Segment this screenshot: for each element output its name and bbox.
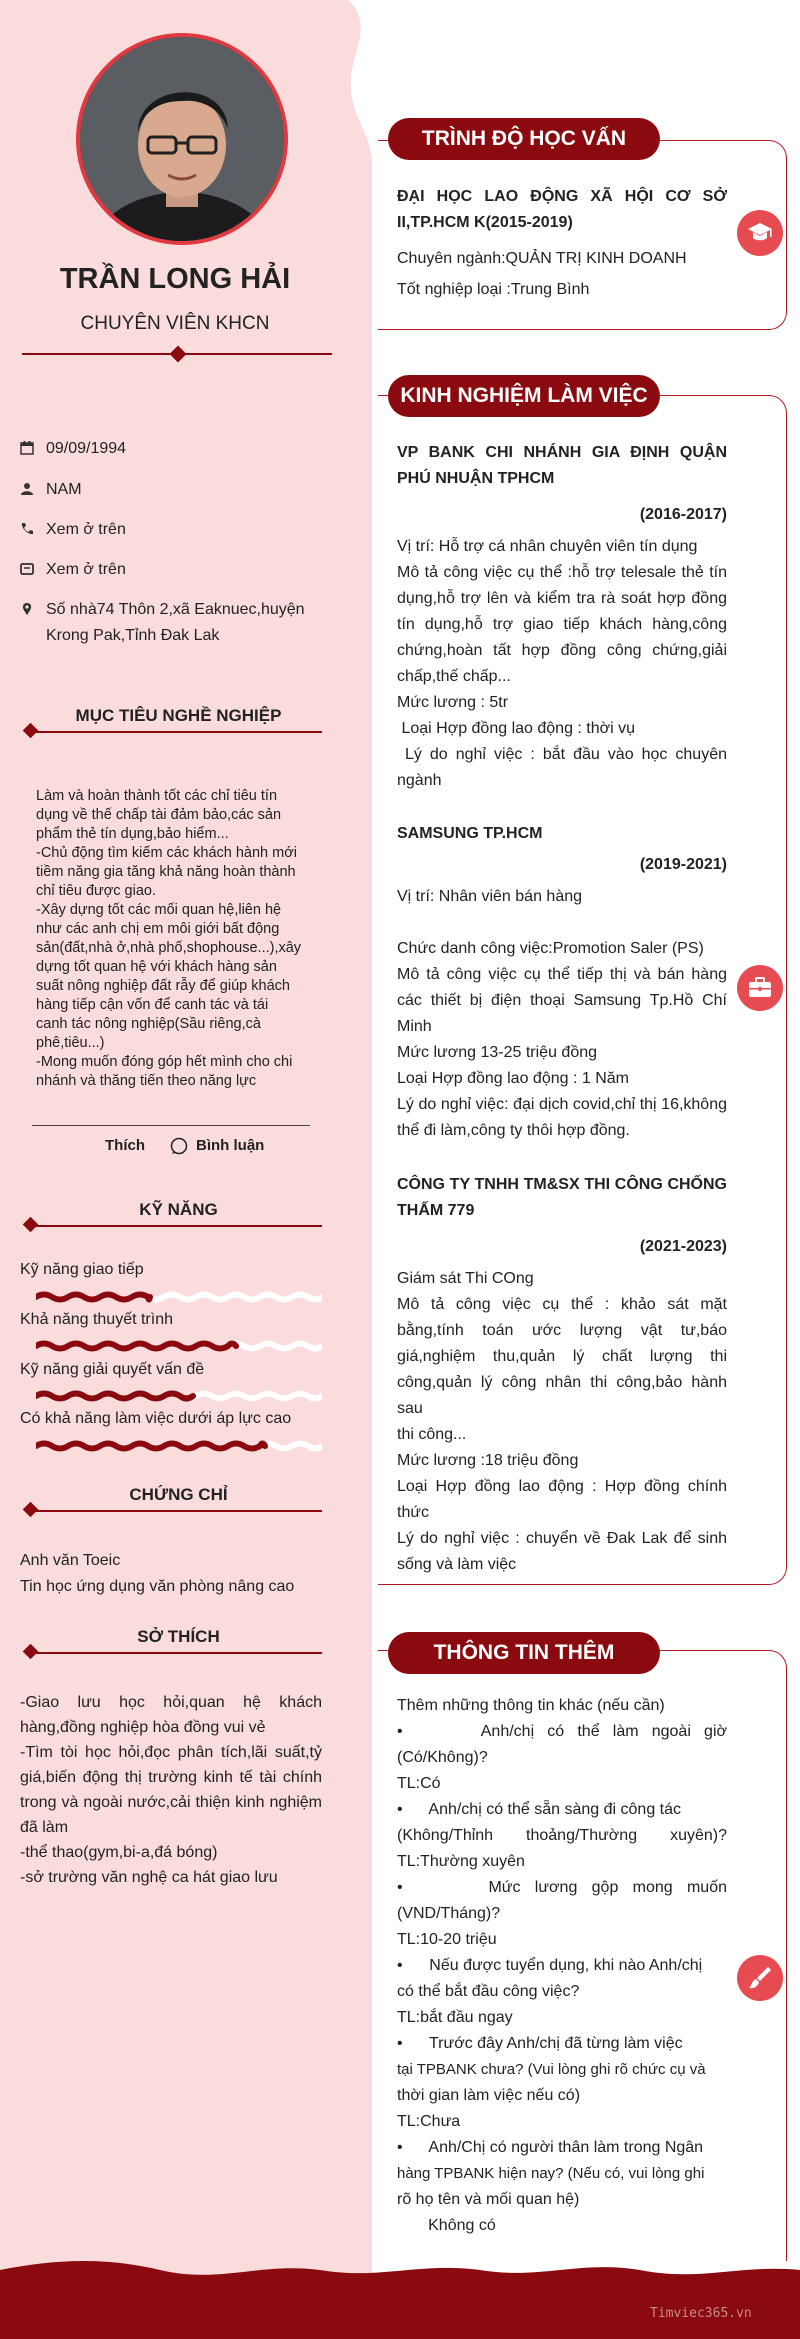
location-icon — [20, 602, 34, 616]
job-1-details: Vị trí: Hỗ trợ cá nhân chuyên viên tín dụng Mô tả công việc cụ thể :hỗ trợ telesale thẻ tín dụng,hỗ trợ lên và kiểm tra rà soát hợp đồng tín dụng,hỗ trợ giao tiếp khách hàng,công chứng,hoàn tất hợp đồng công chứng,giải chấp,thế chấp... Mức lương : 5tr Loại Hợp đồng lao động : thời vụ Lý do nghỉ việc : bắt đầu vào học chuyên ngành — [397, 538, 727, 789]
job-1-company: VP BANK CHI NHÁNH GIA ĐỊNH QUẬN PHÚ NHUẬN TPHCM — [397, 444, 727, 487]
education-title: TRÌNH ĐỘ HỌC VẤN — [388, 118, 660, 160]
skill-4-bar — [36, 1440, 322, 1452]
skill-3-label: Kỹ năng giải quyết vấn đề — [20, 1361, 205, 1378]
calendar-icon — [20, 441, 34, 455]
certificates-line — [35, 1510, 322, 1512]
person-icon — [20, 482, 34, 496]
sidebar-background — [0, 0, 372, 2339]
phone-icon — [20, 522, 34, 536]
contact-birthdate-text: 09/09/1994 — [46, 440, 127, 457]
footer-wave — [0, 2258, 800, 2339]
job-3-company: CÔNG TY TNHH TM&SX THI CÔNG CHỐNG THẤM 779 — [397, 1176, 727, 1219]
brush-icon — [737, 1955, 783, 2001]
education-major: Chuyên ngành:QUẢN TRỊ KINH DOANH — [397, 250, 687, 267]
contact-gender-text: NAM — [46, 481, 82, 498]
hobbies-text: -Giao lưu học hỏi,quan hệ khách hàng,đồng nghiệp hòa đồng vui vẻ -Tìm tòi học hỏi,đọc phân tích,lãi suất,tỷ giá,biến động thị trường kinh tế tài chính trong và ngoài nước,cải thiện kinh nghiệm đã làm -thể thao(gym,bi-a,đá bóng) -sở trường văn nghệ ca hát giao lưu — [20, 1694, 322, 1886]
certificate-1: Anh văn Toeic — [20, 1552, 121, 1569]
candidate-name: TRẦN LONG HẢI — [59, 263, 291, 295]
skill-bar-fill — [36, 1444, 265, 1449]
hobbies-title: SỞ THÍCH — [137, 1627, 220, 1646]
skills-title: KỸ NĂNG — [139, 1200, 218, 1219]
comment-button[interactable]: Bình luận — [196, 1137, 265, 1154]
job-2-details: Vị trí: Nhân viên bán hàng Chức danh công việc:Promotion Saler (PS) Mô tả công việc cụ thể tiếp thị và bán hàng các thiết bị điện thoại Samsung Tp.Hồ Chí Minh Mức lương 13-25 triệu đồng Loại Hợp đồng lao động : 1 Năm Lý do nghỉ việc: đại dịch covid,chỉ thị 16,không thể đi làm,công ty thôi hợp đồng. — [397, 888, 727, 1139]
education-grade: Tốt nghiệp loại :Trung Bình — [397, 281, 590, 298]
skill-1-bar — [36, 1291, 322, 1303]
email-icon — [20, 562, 34, 576]
skill-bar-fill — [36, 1295, 150, 1300]
certificates-header — [15, 1485, 322, 1515]
skill-2-label: Khả năng thuyết trình — [20, 1311, 173, 1328]
skill-2-bar — [36, 1340, 322, 1352]
contact-email-text: Xem ở trên — [46, 561, 126, 578]
objective-title: MỤC TIÊU NGHỀ NGHIỆP — [75, 706, 282, 725]
job-2-period: (2019-2021) — [639, 856, 727, 873]
job-3-details: Giám sát Thi COng Mô tả công việc cụ thể : khảo sát mặt bằng,tính toán ước lượng vật tư,báo giá,nghiệm thu,quản lý chất lượng thi công,quản lý công nhân thi công,bảo hành sau thi công... Mức lương :18 triệu đồng Loại Hợp đồng lao động : Hợp đồng chính thức Lý do nghỉ việc : chuyển về Đak Lak để sinh sống và làm việc — [397, 1270, 727, 1573]
briefcase-icon — [737, 965, 783, 1011]
objective-header — [15, 706, 322, 736]
skills-header — [15, 1200, 322, 1230]
comment-icon — [170, 1137, 188, 1155]
job-2-company: SAMSUNG TP.HCM — [397, 825, 543, 842]
hobbies-header — [15, 1627, 322, 1657]
skill-3-bar — [36, 1390, 322, 1402]
skill-bar-fill — [36, 1344, 236, 1349]
objective-line — [35, 731, 322, 733]
contact-phone-text: Xem ở trên — [46, 521, 126, 538]
contact-address-text: Số nhà74 Thôn 2,xã Eaknuec,huyện Krong Pak,Tỉnh Đak Lak — [46, 601, 305, 644]
like-button[interactable]: Thích — [105, 1137, 145, 1154]
candidate-position: CHUYÊN VIÊN KHCN — [80, 313, 270, 334]
certificate-2: Tin học ứng dụng văn phòng nâng cao — [20, 1578, 295, 1595]
job-3-period: (2021-2023) — [639, 1238, 727, 1255]
additional-title: THÔNG TIN THÊM — [388, 1632, 660, 1674]
skill-1-label: Kỹ năng giao tiếp — [20, 1261, 144, 1278]
education-icon-circle — [737, 210, 783, 256]
graduation-cap-icon — [737, 210, 783, 256]
hobbies-line — [35, 1652, 322, 1654]
skills-line — [35, 1225, 322, 1227]
footer-watermark: Timviec365.vn — [650, 2306, 752, 2321]
experience-icon-circle — [737, 965, 783, 1011]
avatar — [76, 33, 288, 245]
additional-icon-circle — [737, 1955, 783, 2001]
certificates-title: CHỨNG CHỈ — [129, 1485, 228, 1504]
experience-title: KINH NGHIỆM LÀM VIỆC — [388, 375, 660, 417]
skill-4-label: Có khả năng làm việc dưới áp lực cao — [20, 1410, 292, 1427]
education-school: ĐẠI HỌC LAO ĐỘNG XÃ HỘI CƠ SỞ II,TP.HCM K(2015-2019) — [397, 188, 727, 231]
skill-bar-fill — [36, 1394, 193, 1399]
job-1-period: (2016-2017) — [639, 506, 727, 523]
additional-text: Thêm những thông tin khác (nếu cần) • Anh/chị có thể làm ngoài giờ (Có/Không)? TL:Có • Anh/chị có thể sẵn sàng đi công tác (Không/Thỉnh thoảng/Thường xuyên)? TL:Thường xuyên • Mức lương gộp mong muốn (VND/Tháng)? TL:10-20 triệu • Nếu được tuyển dụng, khi nào Anh/chị có thể bắt đầu công việc? TL:bắt đầu ngay • Trước đây Anh/chị đã từng làm việc tại TPBANK chưa? (Vui lòng ghi rõ chức cụ và thời gian làm việc nếu có) TL:Chưa • Anh/Chị có người thân làm trong Ngân hàng TPBANK hiện nay? (Nếu có, vui lòng ghi rõ họ tên và mối quan hệ) Không có — [397, 1697, 727, 2234]
objective-divider — [32, 1125, 310, 1126]
objective-text: Làm và hoàn thành tốt các chỉ tiêu tín dụng về thế chấp tài đảm bảo,các sản phẩm thẻ tín dụng,bảo hiểm... -Chủ động tìm kiếm các khách hành mới tiềm năng gia tăng khả năng hoàn thành chỉ tiêu được giao. -Xây dựng tốt các mối quan hệ,liên hệ như các anh chị em môi giới bất động sản(đất,nhà ở,nhà phố,shophouse...),xây dựng tốt quan hệ với khách hàng sản suất nông nghiệp đất rẫy để giúp khách hàng tiếp cận vốn để canh tác và tái canh tác nông nghiệp(Sầu riêng,cà phê,tiêu...) -Mong muốn đóng góp hết mình cho chi nhánh và thăng tiến theo năng lực — [36, 788, 302, 1089]
